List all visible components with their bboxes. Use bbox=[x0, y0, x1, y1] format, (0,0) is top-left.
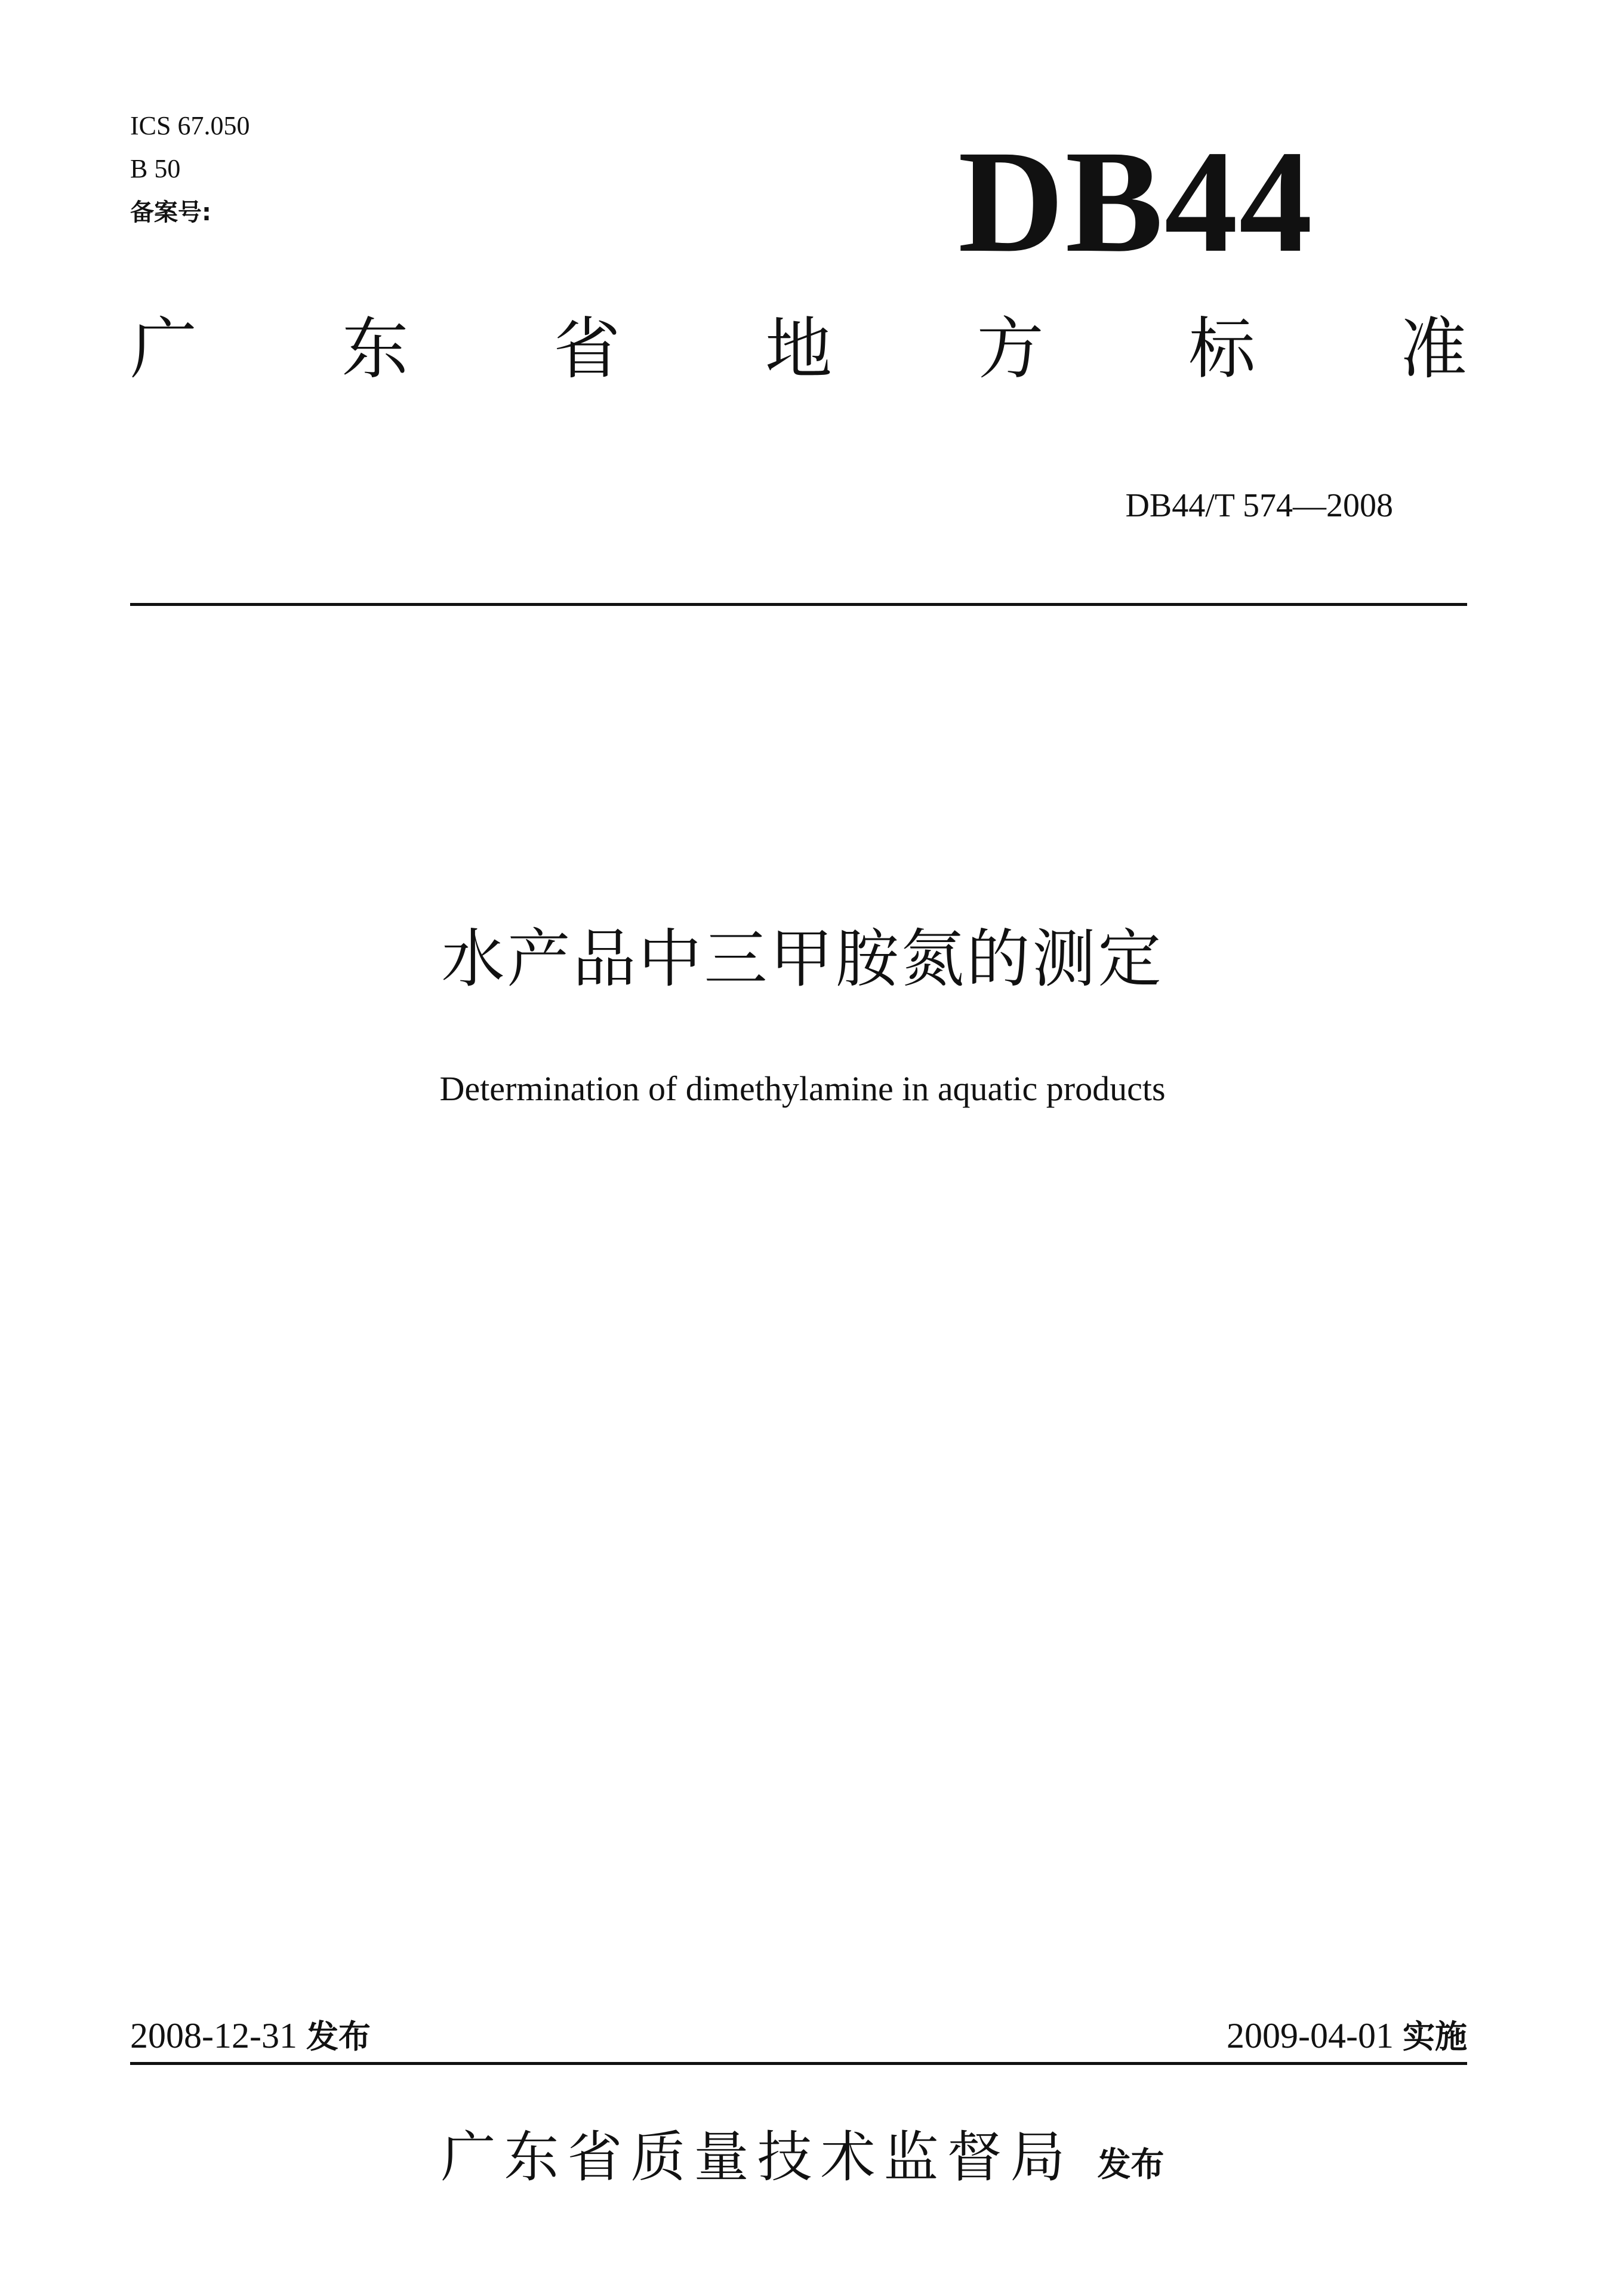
implement-label: 实施 bbox=[1403, 2018, 1467, 2055]
issue-date-block bbox=[130, 2015, 371, 2058]
standard-type-heading bbox=[130, 310, 1467, 388]
standard-type-char: 东 bbox=[341, 310, 409, 388]
implement-date: 2009-04-01 bbox=[1227, 2016, 1394, 2055]
ccs-code: B 50 bbox=[130, 154, 181, 183]
document-title-chinese: 水产品中三甲胺氮的测定 bbox=[441, 922, 1164, 996]
implement-date-block bbox=[1227, 2015, 1467, 2058]
standard-type-char: 准 bbox=[1400, 310, 1467, 388]
standard-type-char: 地 bbox=[765, 310, 832, 388]
ics-code: ICS 67.050 bbox=[130, 111, 250, 140]
issuer-line bbox=[0, 2113, 1605, 2192]
issue-label: 发布 bbox=[306, 2018, 371, 2055]
issuer-name: 广东省质量技术监督局 bbox=[440, 2125, 1074, 2189]
issuer-suffix: 发布 bbox=[1097, 2146, 1165, 2184]
document-title-english: Determination of dimethylamine in aquatic products bbox=[439, 1069, 1166, 1108]
standard-type-char: 省 bbox=[553, 310, 621, 388]
standard-mark: DB44 bbox=[958, 121, 1314, 283]
standard-type-char: 标 bbox=[1188, 310, 1256, 388]
standard-type-char: 方 bbox=[976, 310, 1044, 388]
footer-divider bbox=[130, 2062, 1467, 2065]
issue-date: 2008-12-31 bbox=[130, 2016, 297, 2055]
standard-type-char: 广 bbox=[130, 310, 197, 388]
header-divider bbox=[130, 603, 1467, 606]
standard-number: DB44/T 574—2008 bbox=[1125, 487, 1393, 524]
filing-number-label: 备案号: bbox=[130, 199, 211, 226]
